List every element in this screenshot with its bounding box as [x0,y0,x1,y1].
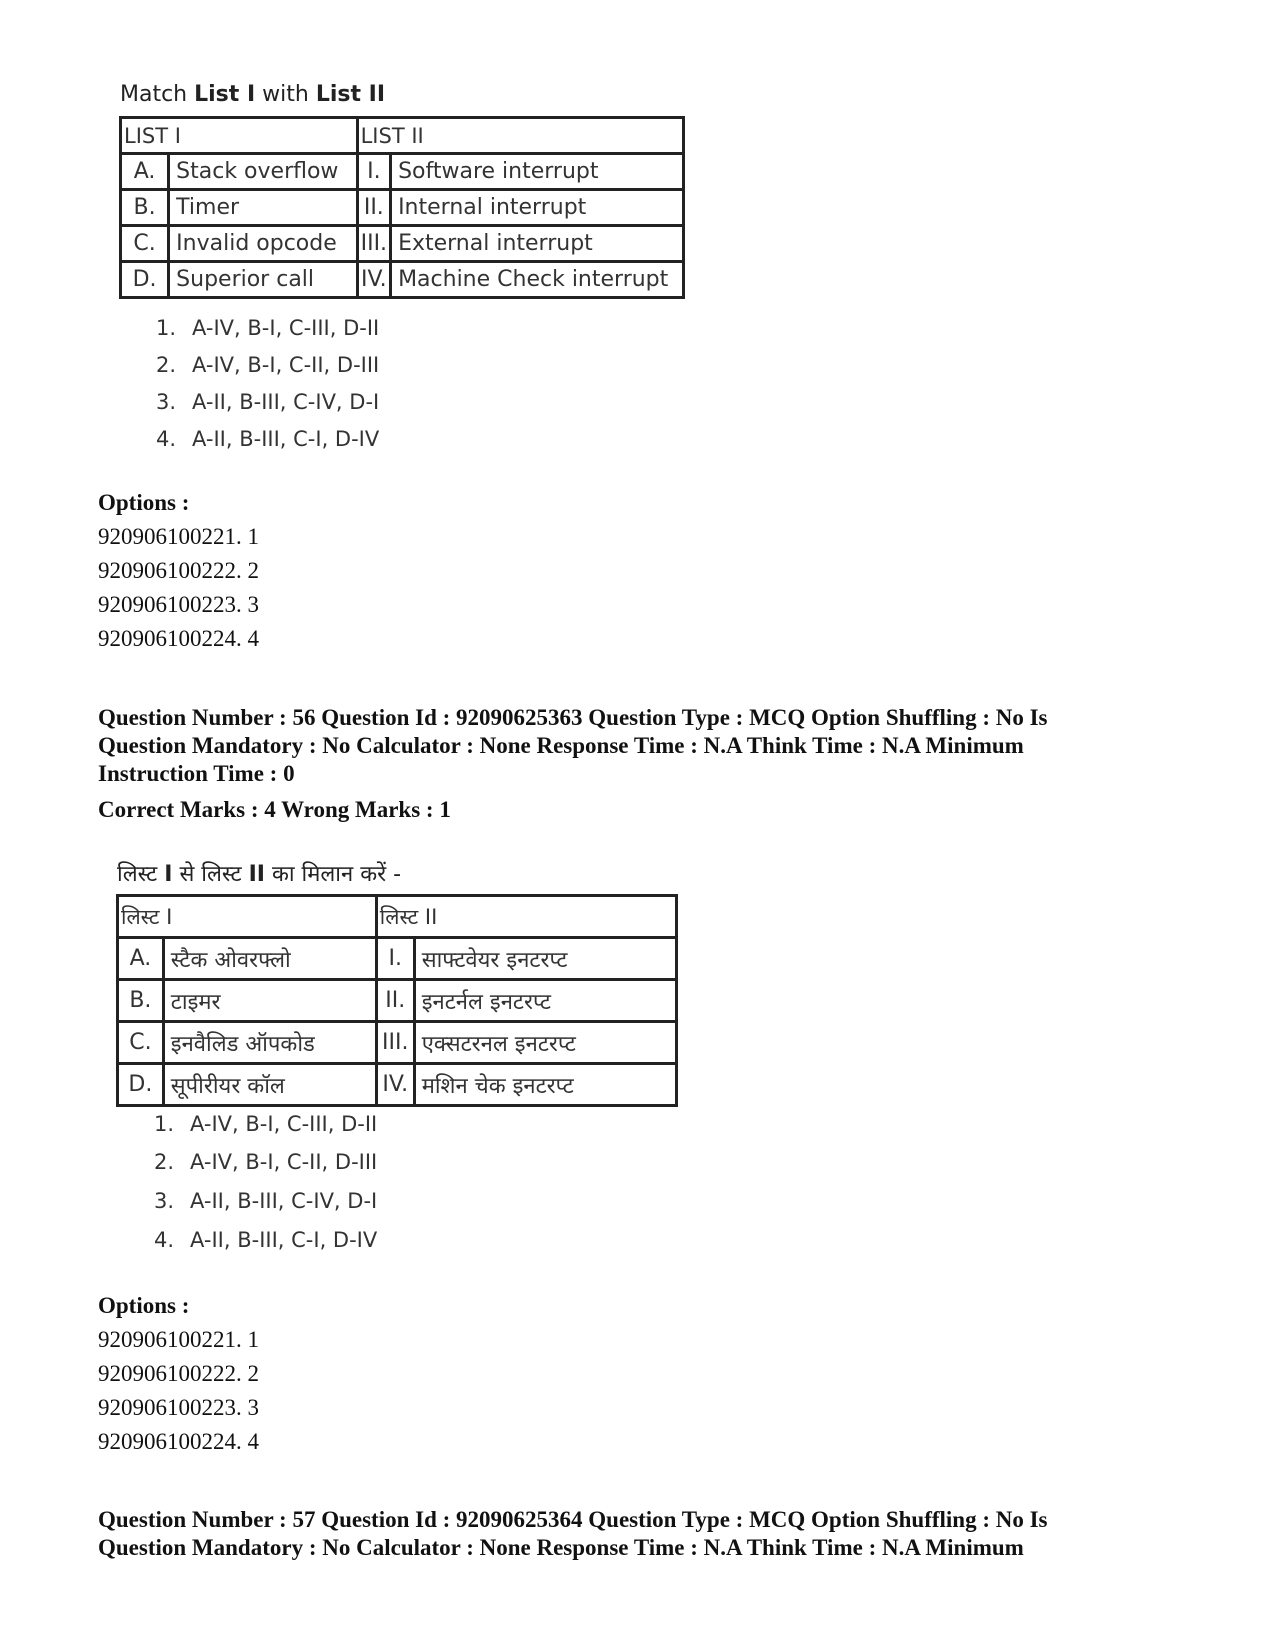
title-bold-list-1: List I [194,82,256,107]
option-item: 920906100224. 4 [98,626,259,651]
option-item: 920906100223. 3 [98,592,259,617]
answer-number: 3. [154,1189,175,1213]
row-label: A. [118,938,164,980]
title-text: with [255,82,316,107]
list-2-header: LIST II [357,118,683,154]
list-1-item: इनवैलिड ऑपकोड [163,1022,376,1064]
row-label: A. [121,154,169,190]
answer-choice [156,316,379,340]
row-label: III. [357,226,390,262]
meta-line: Question Mandatory : No Calculator : None Response Time : N.A Think Time : N.A Minimum [98,1535,1024,1560]
list-1-item: टाइमर [163,980,376,1022]
table-row [121,262,684,298]
option-item: 920906100224. 4 [98,1429,259,1454]
list-1-header: LIST I [121,118,358,154]
match-table [116,894,678,1107]
option-item: 920906100221. 1 [98,524,259,549]
answer-choice [156,353,379,377]
meta-line: Instruction Time : 0 [98,761,295,786]
answer-choice [156,427,379,451]
marks-line: Correct Marks : 4 Wrong Marks : 1 [98,797,451,822]
row-label: C. [118,1022,164,1064]
options-heading: Options : [98,490,190,515]
list-2-item: Machine Check interrupt [391,262,684,298]
list-1-item: Timer [169,190,357,226]
answer-choice [154,1228,377,1252]
answer-number: 1. [156,316,177,340]
row-label: B. [121,190,169,226]
list-1-item: Invalid opcode [169,226,357,262]
answer-number: 2. [156,353,177,377]
title-text: का मिलान करें - [264,862,402,887]
answer-text: A-IV, B-I, C-II, D-III [192,353,380,377]
option-item: 920906100221. 1 [98,1327,259,1352]
row-label: D. [118,1064,164,1106]
option-item: 920906100222. 2 [98,558,259,583]
list-1-item: सूपीरीयर कॉल [163,1064,376,1106]
answer-text: A-IV, B-I, C-III, D-II [190,1112,378,1136]
meta-line: Question Mandatory : No Calculator : None Response Time : N.A Think Time : N.A Minimum [98,733,1024,758]
question-meta [98,704,1048,788]
list-1-header: लिस्ट I [118,896,377,938]
answer-choice [154,1150,377,1174]
row-label: C. [121,226,169,262]
row-label: II. [376,980,414,1022]
table-row [121,190,684,226]
title-text: लिस्ट [117,862,165,887]
option-item: 920906100223. 3 [98,1395,259,1420]
answer-text: A-IV, B-I, C-II, D-III [190,1150,378,1174]
title-bold: I [164,862,173,887]
table-row [118,938,677,980]
row-label: IV. [357,262,390,298]
table-row [121,154,684,190]
answer-text: A-II, B-III, C-I, D-IV [192,427,380,451]
table-row [118,1022,677,1064]
answer-choice [156,390,379,414]
list-2-item: इनटर्नल इनटरप्ट [414,980,676,1022]
title-bold-list-2: List II [315,82,386,107]
question-title [117,858,401,888]
row-label: B. [118,980,164,1022]
answer-text: A-II, B-III, C-IV, D-I [190,1189,378,1213]
list-2-item: External interrupt [391,226,684,262]
list-1-item: Stack overflow [169,154,357,190]
list-2-header: लिस्ट II [376,896,676,938]
table-header-row [121,118,684,154]
answer-number: 3. [156,390,177,414]
answer-number: 4. [156,427,177,451]
answer-text: A-IV, B-I, C-III, D-II [192,316,380,340]
row-label: IV. [376,1064,414,1106]
table-header-row [118,896,677,938]
answer-text: A-II, B-III, C-I, D-IV [190,1228,378,1252]
list-2-item: साफ्टवेयर इनटरप्ट [414,938,676,980]
question-title [120,82,385,107]
list-2-item: मशिन चेक इनटरप्ट [414,1064,676,1106]
title-text: Match [120,82,195,107]
row-label: D. [121,262,169,298]
row-label: II. [357,190,390,226]
answer-choice [154,1112,377,1136]
answer-number: 1. [154,1112,175,1136]
meta-line: Question Number : 57 Question Id : 92090625364 Question Type : MCQ Option Shuffling : No Is [98,1507,1048,1532]
title-text: से लिस्ट [172,862,249,887]
options-heading: Options : [98,1293,190,1318]
table-row [118,980,677,1022]
answer-choice [154,1189,377,1213]
row-label: I. [376,938,414,980]
answer-number: 4. [154,1228,175,1252]
row-label: III. [376,1022,414,1064]
meta-line: Question Number : 56 Question Id : 92090625363 Question Type : MCQ Option Shuffling : No Is [98,705,1048,730]
list-1-item: Superior call [169,262,357,298]
row-label: I. [357,154,390,190]
answer-text: A-II, B-III, C-IV, D-I [192,390,380,414]
title-bold: II [248,862,265,887]
match-table [119,116,685,299]
option-item: 920906100222. 2 [98,1361,259,1386]
list-1-item: स्टैक ओवरफ्लो [163,938,376,980]
table-row [121,226,684,262]
list-2-item: Software interrupt [391,154,684,190]
list-2-item: Internal interrupt [391,190,684,226]
question-meta [98,1506,1048,1562]
list-2-item: एक्सटरनल इनटरप्ट [414,1022,676,1064]
answer-number: 2. [154,1150,175,1174]
table-row [118,1064,677,1106]
